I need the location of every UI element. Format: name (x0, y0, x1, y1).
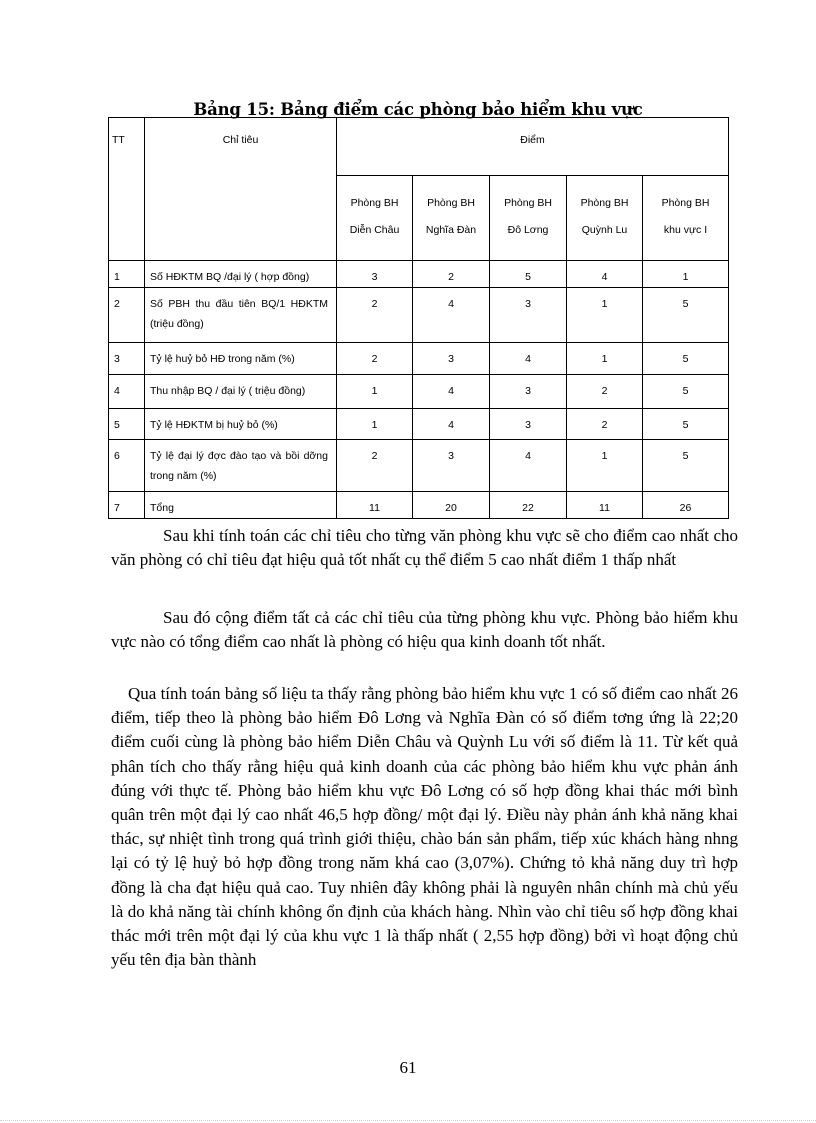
header-criteria: Chỉ tiêu (145, 118, 337, 261)
office-header: Phòng BH Đô Lơng (490, 176, 567, 261)
office-header: Phòng BH Nghĩa Đàn (413, 176, 490, 261)
header-score: Điểm (337, 118, 729, 176)
office-header: Phòng BH Quỳnh Lu (567, 176, 643, 261)
office-header: Phòng BH khu vực I (643, 176, 729, 261)
table-row: 1 Số HĐKTM BQ /đại lý ( hợp đồng) 3 2 5 4 1 (109, 261, 729, 288)
table-row: 5 Tỷ lệ HĐKTM bị huỷ bỏ (%) 1 4 3 2 5 (109, 409, 729, 440)
table-row-total: 7 Tổng 11 20 22 11 26 (109, 492, 729, 519)
table-title: Bảng 15: Bảng điểm các phòng bảo hiểm khu vực (193, 100, 643, 119)
score-table (108, 117, 729, 519)
table-row: 4 Thu nhập BQ / đại lý ( triệu đồng) 1 4 3 2 5 (109, 375, 729, 409)
table-row: 2 Số PBH thu đầu tiên BQ/1 HĐKTM (triệu đồng) 2 4 3 1 5 (109, 288, 729, 343)
header-tt: TT (109, 118, 145, 261)
paragraph-3: Qua tính toán bảng số liệu ta thấy rằng phòng bảo hiểm khu vực 1 có số điểm cao nhất 26 điểm, tiếp theo là phòng bảo hiểm Đô Lơng và Nghĩa Đàn có số điểm tơng ứng là 22;20 điểm cuối cùng là phòng bảo hiểm Diễn Châu và Quỳnh Lu với số điểm là 11. Từ kết quả phân tích cho thấy rằng hiệu quả kinh doanh của các phòng bảo hiểm khu vực phản ánh đúng với thực tế. Phòng bảo hiểm khu vực Đô Lơng có số hợp đồng khai thác mới bình quân trên một đại lý cao nhất 46,5 hợp đồng/ một đại lý. Điều này phản ánh khả năng khai thác, sự nhiệt tình trong quá trình giới thiệu, chào bán sản phẩm, tiếp xúc khách hàng nhng lại có tỷ lệ huỷ bỏ hợp đồng trong năm khá cao (3,07%). Chứng tỏ khả năng duy trì hợp đồng là cha đạt hiệu quả cao. Tuy nhiên đây không phải là nguyên nhân chính mà chủ yếu là do khả năng tài chính không ổn định của khách hàng. Nhìn vào chỉ tiêu số hợp đồng khai thác mới trên một đại lý của khu vực 1 là thấp nhất ( 2,55 hợp đồng) bởi vì hoạt động chủ yếu tên địa bàn thành (111, 684, 738, 970)
office-header: Phòng BH Diễn Châu (337, 176, 413, 261)
paragraph-2: Sau đó cộng điểm tất cả các chỉ tiêu của từng phòng khu vực. Phòng bảo hiểm khu vực nào có tổng điểm cao nhất là phòng có hiệu qua kinh doanh tốt nhất. (111, 608, 738, 652)
header-row (109, 118, 729, 176)
table-row: 3 Tỷ lệ huỷ bỏ HĐ trong năm (%) 2 3 4 1 5 (109, 343, 729, 375)
table-row: 6 Tỷ lệ đại lý đợc đào tạo và bồi dỡng trong năm (%) 2 3 4 1 5 (109, 440, 729, 492)
page-number: 61 (399, 1058, 417, 1077)
page-bottom-divider (0, 1120, 816, 1121)
paragraph-1: Sau khi tính toán các chỉ tiêu cho từng văn phòng khu vực sẽ cho điểm cao nhất cho văn phòng có chỉ tiêu đạt hiệu quả tốt nhất cụ thể điểm 5 cao nhất điểm 1 thấp nhất (111, 526, 738, 570)
